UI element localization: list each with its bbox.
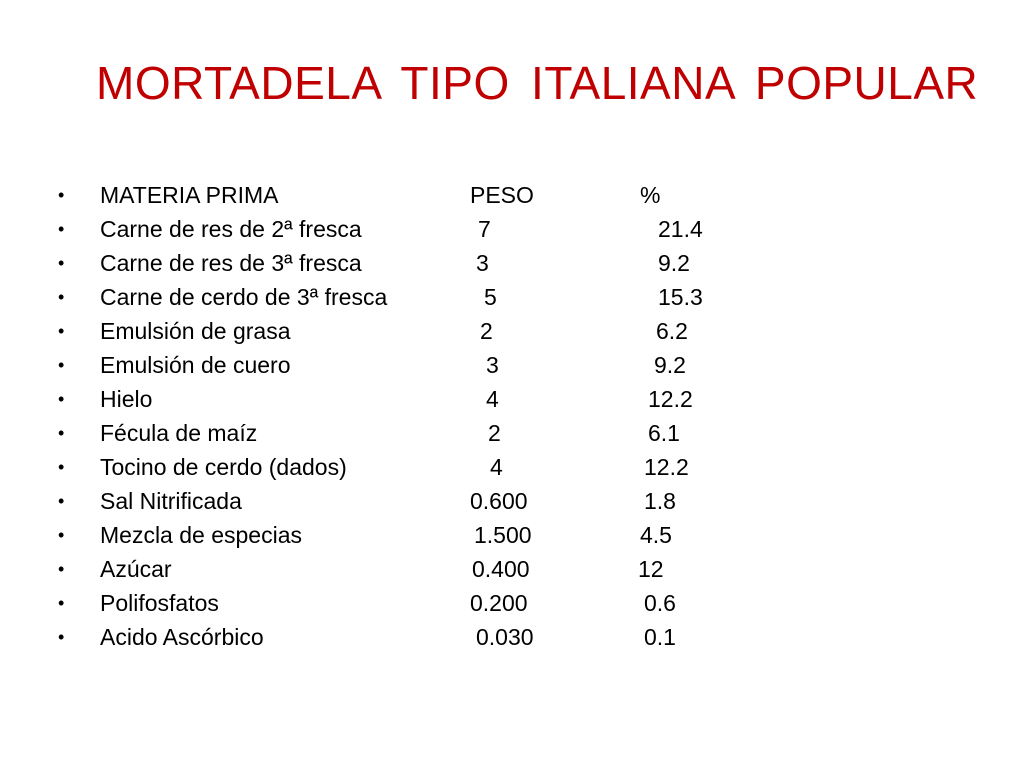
ingredient-percent: 0.1 bbox=[644, 624, 676, 650]
header-percent: % bbox=[640, 182, 661, 208]
ingredient-peso: 5 bbox=[484, 284, 497, 310]
ingredient-name: Carne de cerdo de 3ª fresca bbox=[100, 284, 388, 310]
ingredient-percent: 4.5 bbox=[640, 522, 672, 548]
list-item bbox=[0, 348, 1024, 382]
ingredient-peso: 3 bbox=[476, 250, 489, 276]
list-item bbox=[0, 314, 1024, 348]
ingredient-name: Carne de res de 3ª fresca bbox=[100, 250, 362, 276]
ingredient-peso: 0.200 bbox=[470, 590, 528, 616]
bullet-icon: • bbox=[58, 355, 65, 375]
ingredient-percent: 6.1 bbox=[648, 420, 680, 446]
ingredient-name: Sal Nitrificada bbox=[100, 488, 242, 514]
ingredient-name: Emulsión de grasa bbox=[100, 318, 291, 344]
ingredient-percent: 6.2 bbox=[656, 318, 688, 344]
list-item bbox=[0, 620, 1024, 654]
header-peso: PESO bbox=[470, 182, 534, 208]
ingredient-percent: 9.2 bbox=[658, 250, 690, 276]
bullet-icon: • bbox=[58, 185, 65, 205]
header-materia-prima: MATERIA PRIMA bbox=[100, 182, 279, 208]
ingredient-name: Mezcla de especias bbox=[100, 522, 302, 548]
ingredient-peso: 4 bbox=[490, 454, 503, 480]
list-item bbox=[0, 246, 1024, 280]
list-item bbox=[0, 586, 1024, 620]
ingredient-peso: 7 bbox=[478, 216, 491, 242]
bullet-icon: • bbox=[58, 423, 65, 443]
ingredient-list bbox=[0, 178, 1024, 654]
bullet-icon: • bbox=[58, 491, 65, 511]
ingredient-name: Hielo bbox=[100, 386, 153, 412]
ingredient-name: Tocino de cerdo (dados) bbox=[100, 454, 347, 480]
list-item bbox=[0, 280, 1024, 314]
list-item bbox=[0, 484, 1024, 518]
ingredient-percent: 1.8 bbox=[644, 488, 676, 514]
ingredient-peso: 3 bbox=[486, 352, 499, 378]
bullet-icon: • bbox=[58, 593, 65, 613]
ingredient-percent: 12.2 bbox=[648, 386, 693, 412]
ingredient-percent: 0.6 bbox=[644, 590, 676, 616]
ingredient-rows bbox=[0, 212, 1024, 654]
ingredient-peso: 0.030 bbox=[476, 624, 534, 650]
bullet-icon: • bbox=[58, 525, 65, 545]
bullet-icon: • bbox=[58, 219, 65, 239]
bullet-icon: • bbox=[58, 457, 65, 477]
ingredient-peso: 4 bbox=[486, 386, 499, 412]
ingredient-name: Fécula de maíz bbox=[100, 420, 258, 446]
ingredient-percent: 15.3 bbox=[658, 284, 703, 310]
bullet-icon: • bbox=[58, 321, 65, 341]
ingredient-peso: 2 bbox=[480, 318, 493, 344]
bullet-icon: • bbox=[58, 253, 65, 273]
ingredient-name: Polifosfatos bbox=[100, 590, 219, 616]
list-item bbox=[0, 212, 1024, 246]
list-item bbox=[0, 518, 1024, 552]
list-item bbox=[0, 450, 1024, 484]
bullet-icon: • bbox=[58, 627, 65, 647]
ingredient-percent: 12.2 bbox=[644, 454, 689, 480]
ingredient-name: Azúcar bbox=[100, 556, 172, 582]
ingredient-name: Carne de res de 2ª fresca bbox=[100, 216, 362, 242]
list-item bbox=[0, 416, 1024, 450]
slide-title: MORTADELA TIPO ITALIANA POPULAR bbox=[96, 57, 979, 109]
ingredient-name: Emulsión de cuero bbox=[100, 352, 291, 378]
ingredient-name: Acido Ascórbico bbox=[100, 624, 264, 650]
ingredient-percent: 21.4 bbox=[658, 216, 703, 242]
bullet-icon: • bbox=[58, 389, 65, 409]
ingredient-percent: 12 bbox=[638, 556, 664, 582]
list-item bbox=[0, 382, 1024, 416]
bullet-icon: • bbox=[58, 287, 65, 307]
bullet-icon: • bbox=[58, 559, 65, 579]
list-item bbox=[0, 552, 1024, 586]
ingredient-peso: 2 bbox=[488, 420, 501, 446]
ingredient-percent: 9.2 bbox=[654, 352, 686, 378]
ingredient-peso: 0.600 bbox=[470, 488, 528, 514]
ingredient-peso: 0.400 bbox=[472, 556, 530, 582]
ingredient-peso: 1.500 bbox=[474, 522, 532, 548]
list-header-row bbox=[0, 178, 1024, 212]
